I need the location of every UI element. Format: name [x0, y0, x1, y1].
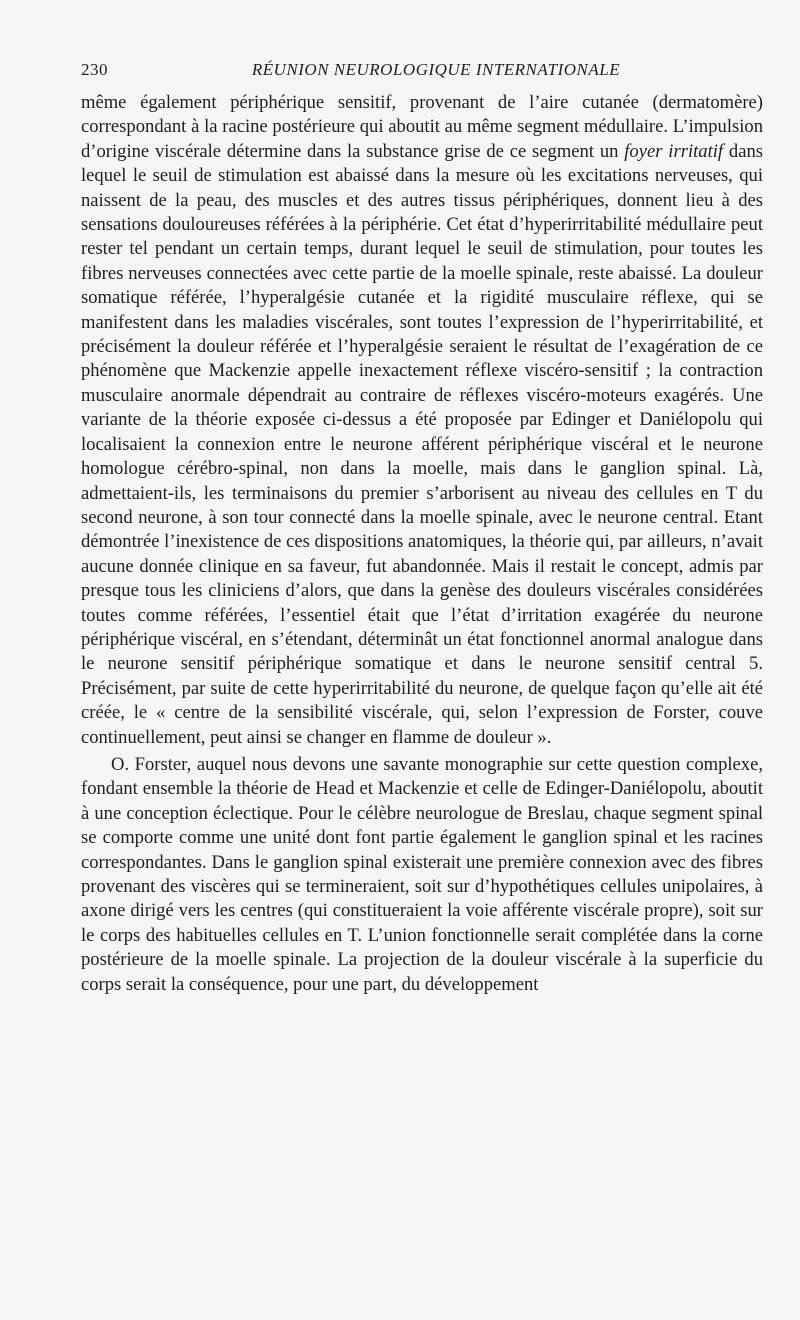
emphasis-foyer-irritatif: foyer irritatif [624, 140, 724, 162]
body-text [81, 91, 763, 997]
journal-title: RÉUNION NEUROLOGIQUE INTERNATIONALE [251, 60, 621, 79]
paragraph-1 [81, 91, 763, 750]
paragraph-1-part-1: même également périphérique sensitif, provenant de l’aire cutanée (dermatomère) correspondant à la racine postérieure qui aboutit au même segment médullaire. L’impulsion d’origine viscérale détermine dans la substance grise de ce segment un [81, 92, 763, 162]
page-number: 230 [81, 60, 108, 79]
running-head [81, 60, 761, 84]
paragraph-1-part-2: dans lequel le seuil de stimulation est abaissé dans la mesure où les excitations nerveuses, qui naissent de la peau, des muscles et des autres tissus périphériques, donnent lieu à des sensations douloureuses référées à la périphérie. Cet état d’hyperirritabilité médullaire peut rester tel pendant un certain temps, durant lequel le seuil de stimulation, pour toutes les fibres nerveuses connectées avec cette partie de la moelle spinale, reste abaissé. La douleur somatique référée, l’hyperalgésie cutanée et la rigidité musculaire réflexe, qui se manifestent dans les maladies viscérales, sont toutes l’expression de l’hyperirritabilité, et précisément la douleur référée et l’hyperalgésie seraient le résultat de l’exagération de ce phénomène que Mackenzie appelle inexactement réflexe viscéro-sensitif ; la contraction musculaire anormale dépendrait au contraire de réflexes viscéro-moteurs exagérés. Une variante de la théorie exposée ci-dessus a été proposée par Edinger et Daniélopolu qui localisaient la connexion entre le neurone afférent périphérique viscéral et le neurone homologue cérébro-spinal, non dans la moelle, mais dans le ganglion spinal. Là, admettaient-ils, les terminaisons du premier s’arborisent au niveau des cellules en T du second neurone, à son tour connecté dans la moelle spinale, avec le neurone central. Etant démontrée l’inexistence de ces dispositions anatomiques, la théorie qui, par ailleurs, n’avait aucune donnée clinique en sa faveur, fut abandonnée. Mais il restait le concept, admis par presque tous les cliniciens d’alors, que dans la genèse des douleurs viscérales considérées toutes comme référées, l’essentiel était que l’état d’irritation exagérée du neurone périphérique viscéral, en s’étendant, déterminât un état fonctionnel anormal analogue dans le neurone sensitif périphérique somatique et dans le neurone sensitif central 5. Précisément, par suite de cette hyperirritabilité du neurone, de quelque façon qu’elle ait été créée, le « centre de la sensibilité viscérale, qui, selon l’expression de Forster, couve continuellement, peut ainsi se changer en flamme de douleur ». [81, 140, 763, 748]
paragraph-2: O. Forster, auquel nous devons une savante monographie sur cette question complexe, fondant ensemble la théorie de Head et Mackenzie et celle de Edinger-Daniélopolu, aboutit à une conception éclectique. Pour le célèbre neurologue de Breslau, chaque segment spinal se comporte comme une unité dont font partie également le ganglion spinal et les racines correspondantes. Dans le ganglion spinal existerait une première connexion avec des fibres provenant des viscères qui se termineraient, soit sur d’hypothétiques cellules unipolaires, à axone dirigé vers les centres (qui constitueraient la voie afférente viscérale propre), soit sur le corps des habituelles cellules en T. L’union fonctionnelle serait complétée dans la corne postérieure de la moelle spinale. La projection de la douleur viscérale à la superficie du corps serait la conséquence, pour une part, du développement [81, 753, 763, 995]
